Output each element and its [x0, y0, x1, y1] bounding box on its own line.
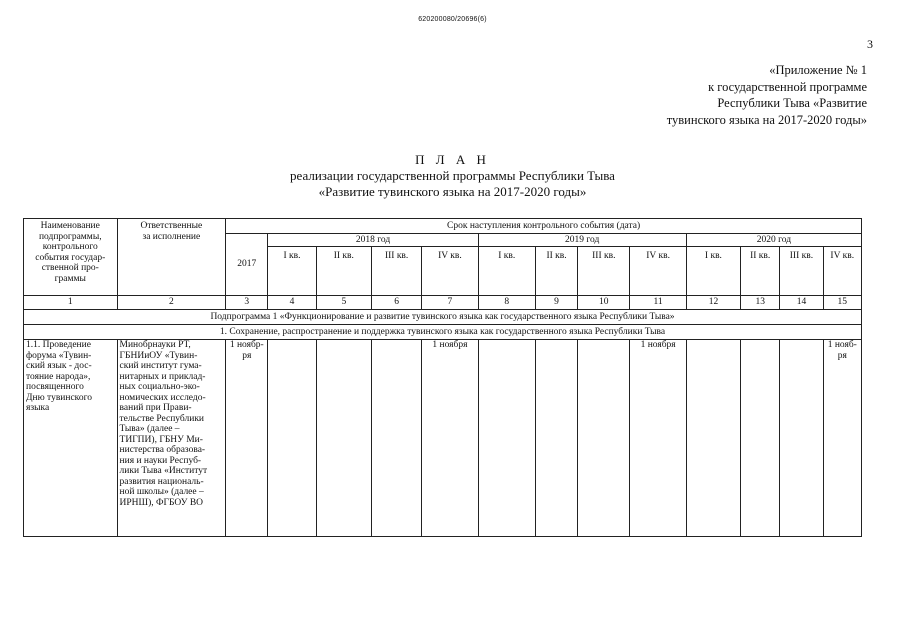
date-cell — [371, 340, 421, 537]
col-name-header: Наименование подпрограммы, контрольного события государ- ственной про- граммы — [24, 219, 118, 296]
page-number: 3 — [867, 37, 873, 51]
appendix-line: тувинского языка на 2017-2020 годы» — [666, 112, 867, 127]
year-2017-header: 2017 — [226, 234, 268, 296]
date-cell — [780, 340, 823, 537]
plan-table — [23, 218, 862, 537]
subprogram-row — [24, 310, 862, 325]
column-number: 2 — [117, 296, 226, 310]
appendix-line: «Приложение № 1 — [769, 63, 867, 77]
quarter-header: II кв. — [741, 247, 780, 296]
date-cell — [268, 340, 316, 537]
section-row — [24, 325, 862, 340]
plan-title-program: «Развитие тувинского языка на 2017-2020 годы» — [318, 184, 587, 199]
column-number: 3 — [226, 296, 268, 310]
date-cell-2018-q4: 1 ноября — [422, 340, 478, 537]
column-number: 14 — [780, 296, 823, 310]
quarter-header: II кв. — [535, 247, 577, 296]
deadline-header: Срок наступления контрольного события (дата) — [226, 219, 862, 234]
quarter-header: I кв. — [478, 247, 535, 296]
date-cell-2017: 1 ноябр- ря — [226, 340, 268, 537]
column-number: 15 — [823, 296, 861, 310]
quarter-header: IV кв. — [630, 247, 686, 296]
column-number: 6 — [371, 296, 421, 310]
date-cell — [741, 340, 780, 537]
column-number: 13 — [741, 296, 780, 310]
column-number: 7 — [422, 296, 478, 310]
column-number: 5 — [316, 296, 371, 310]
quarter-header: I кв. — [268, 247, 316, 296]
column-number-row — [24, 296, 862, 310]
col-responsible-header: Ответственные за исполнение — [117, 219, 226, 296]
year-2020-header: 2020 год — [686, 234, 861, 247]
header-row-1 — [24, 219, 862, 234]
column-number: 11 — [630, 296, 686, 310]
table-row — [24, 340, 862, 537]
plan-title-subtitle: реализации государственной программы Республики Тыва — [290, 168, 615, 183]
date-cell-2019-q4: 1 ноября — [630, 340, 686, 537]
column-number: 4 — [268, 296, 316, 310]
responsible-cell: Минобрнауки РТ, ГБНИиОУ «Тувин- ский институт гума- нитарных и приклад- ных социально-эко- номических исследо- ваний при Прави- тельстве Республики Тыва» (далее – ТИГПИ), ГБНУ Ми- нистерства образова- ния и науки Респуб- лики Тыва «Институт развития националь- ной школы» (далее – ИРНШ), ФГБОУ ВО — [117, 340, 226, 537]
plan-title — [0, 152, 905, 200]
column-number: 9 — [535, 296, 577, 310]
plan-title-word: П Л А Н — [415, 152, 490, 167]
appendix-line: к государственной программе — [708, 79, 867, 94]
quarter-header: III кв. — [371, 247, 421, 296]
quarter-header: III кв. — [578, 247, 630, 296]
date-cell — [686, 340, 740, 537]
date-cell — [535, 340, 577, 537]
quarter-header: II кв. — [316, 247, 371, 296]
date-cell — [478, 340, 535, 537]
date-cell-2020-q4: 1 нояб- ря — [823, 340, 861, 537]
column-number: 12 — [686, 296, 740, 310]
column-number: 8 — [478, 296, 535, 310]
column-number: 1 — [24, 296, 118, 310]
quarter-header: III кв. — [780, 247, 823, 296]
column-number: 10 — [578, 296, 630, 310]
date-cell — [316, 340, 371, 537]
year-2018-header: 2018 год — [268, 234, 478, 247]
year-2019-header: 2019 год — [478, 234, 686, 247]
quarter-header: I кв. — [686, 247, 740, 296]
section-title: 1. Сохранение, распространение и поддержка тувинского языка как государственного языка Республики Тыва — [24, 325, 862, 340]
appendix-heading — [567, 62, 867, 128]
quarter-header: IV кв. — [823, 247, 861, 296]
appendix-line: Республики Тыва «Развитие — [717, 96, 867, 110]
date-cell — [578, 340, 630, 537]
quarter-header: IV кв. — [422, 247, 478, 296]
document-number: 620200080/20696(6) — [418, 16, 487, 23]
subprogram-title: Подпрограмма 1 «Функционирование и развитие тувинского языка как государственного языка Республики Тыва» — [24, 310, 862, 325]
event-name-cell: 1.1. Проведение форума «Тувин- ский язык - дос- тояние народа», посвященного Дню тувинского языка — [24, 340, 118, 537]
